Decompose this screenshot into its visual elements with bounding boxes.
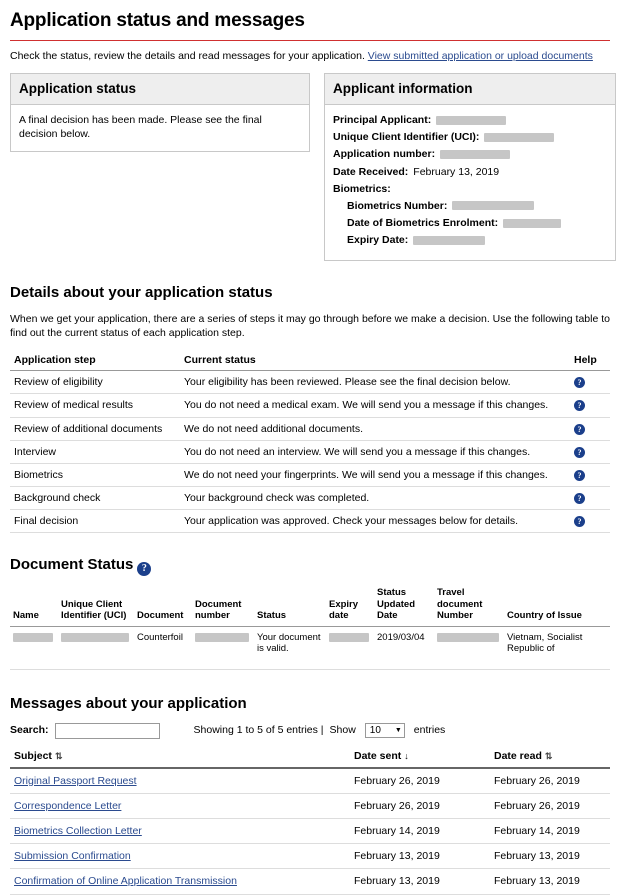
details-section-heading: Details about your application status [10,284,273,302]
cell-application-step: Interview [10,440,180,463]
column-document-number: Document number [192,584,254,626]
table-row [10,844,610,869]
cell-name [10,626,58,670]
cell-help [570,510,610,533]
application-status-body: A final decision has been made. Please see the final decision below. [19,114,262,141]
cell-current-status: Your background check was completed. [180,487,570,510]
applicant-info-field [333,182,607,196]
help-icon[interactable]: ? [574,447,585,458]
message-subject-link[interactable]: Original Passport Request [14,774,137,787]
cell-current-status: You do not need a medical exam. We will send you a message if this changes. [180,394,570,417]
redacted-value [452,201,534,210]
cell-uci [58,626,134,670]
applicant-info-field [333,233,607,247]
column-application-step: Application step [10,350,180,371]
applicant-info-label: Principal Applicant: [333,114,432,127]
cell-help [570,463,610,486]
applicant-information-heading: Applicant information [325,74,615,105]
table-row [10,371,610,394]
cell-date-read: February 14, 2019 [490,819,610,844]
entries-suffix: entries [413,724,446,737]
cell-document-number [192,626,254,670]
cell-date-read: February 13, 2019 [490,844,610,869]
column-current-status: Current status [180,350,570,371]
messages-heading: Messages about your application [10,695,247,713]
redacted-value [329,633,369,642]
cell-subject [10,768,350,794]
column-date-read-label: Date read [494,749,542,762]
table-row [10,510,610,533]
table-row [10,869,610,894]
message-subject-link[interactable]: Submission Confirmation [14,850,131,863]
column-subject-label: Subject [14,749,52,762]
redacted-value [440,150,510,159]
table-header-row [10,350,610,371]
column-status-updated-date: Status Updated Date [374,584,434,626]
help-icon[interactable]: ? [574,377,585,388]
cell-status: Your document is valid. [254,626,326,670]
applicant-info-label: Date Received: [333,165,409,178]
cell-application-step: Biometrics [10,463,180,486]
cell-country-of-issue: Vietnam, Socialist Republic of [504,626,610,670]
intro-label: Check the status, review the details and read messages for your application. [10,49,365,62]
table-header-row [10,746,610,768]
column-subject[interactable] [10,746,350,768]
table-row [10,487,610,510]
cell-date-sent: February 13, 2019 [350,869,490,894]
applicant-info-field [333,130,607,144]
cell-date-sent: February 26, 2019 [350,768,490,794]
table-header-row [10,584,610,626]
table-row [10,793,610,818]
help-icon[interactable]: ? [574,516,585,527]
applicant-info-label: Application number: [333,148,436,161]
applicant-info-value: February 13, 2019 [413,165,500,178]
help-icon[interactable]: ? [574,493,585,504]
applicant-info-field [333,199,607,213]
sort-icon-subject: ⇅ [54,750,62,761]
message-subject-link[interactable]: Confirmation of Online Application Transmission [14,875,237,888]
title-divider [10,40,610,41]
entries-select[interactable] [365,723,405,738]
column-help: Help [570,350,610,371]
column-date-sent-label: Date sent [354,749,402,762]
cell-current-status: Your eligibility has been reviewed. Please see the final decision below. [180,371,570,394]
cell-status-updated-date: 2019/03/04 [374,626,434,670]
cell-subject [10,819,350,844]
table-row [10,463,610,486]
cell-current-status: Your application was approved. Check your messages below for details. [180,510,570,533]
cell-subject [10,869,350,894]
cell-help [570,417,610,440]
applicant-info-field [333,147,607,161]
column-uci: Unique Client Identifier (UCI) [58,584,134,626]
cell-current-status: We do not need additional documents. [180,417,570,440]
cell-expiry-date [326,626,374,670]
show-label: Show [329,724,356,737]
cell-current-status: We do not need your fingerprints. We will send you a message if this changes. [180,463,570,486]
document-status-table [10,584,610,670]
redacted-value [503,219,561,228]
column-name: Name [10,584,58,626]
view-application-link[interactable]: View submitted application or upload documents [367,49,593,62]
cell-date-read: February 26, 2019 [490,793,610,818]
document-status-label: Document Status [10,556,134,574]
applicant-info-label: Date of Biometrics Enrolment: [347,217,499,230]
cell-date-sent: February 13, 2019 [350,844,490,869]
sort-icon-date-read: ⇅ [544,750,552,761]
cell-current-status: You do not need an interview. We will send you a message if this changes. [180,440,570,463]
entries-value: 10 [369,724,381,736]
redacted-value [61,633,129,642]
message-subject-link[interactable]: Correspondence Letter [14,799,122,812]
applicant-information-body [325,105,615,260]
cell-subject [10,793,350,818]
column-expiry-date: Expiry date [326,584,374,626]
help-icon[interactable]: ? [137,562,151,576]
help-icon[interactable]: ? [574,470,585,481]
column-date-sent[interactable] [350,746,490,768]
intro-text [10,49,610,63]
cell-date-sent: February 14, 2019 [350,819,490,844]
cell-application-step: Final decision [10,510,180,533]
applicant-info-label: Biometrics: [333,182,391,195]
cell-date-sent: February 26, 2019 [350,793,490,818]
application-steps-table [10,350,610,533]
document-status-heading [10,555,610,576]
help-icon[interactable]: ? [574,400,585,411]
table-row [10,394,610,417]
redacted-value [195,633,249,642]
cell-travel-document-number [434,626,504,670]
table-row [10,417,610,440]
cell-subject [10,844,350,869]
column-status: Status [254,584,326,626]
details-section-description: When we get your application, there are a series of steps it may go through before we make a decision. Use the following table to find out the current status of each application step. [10,312,610,339]
cell-date-read: February 26, 2019 [490,768,610,794]
cell-help [570,371,610,394]
applicant-info-field [333,165,607,179]
column-date-read[interactable] [490,746,610,768]
cell-help [570,487,610,510]
cell-help [570,394,610,417]
table-row [10,819,610,844]
column-document: Document [134,584,192,626]
cell-application-step: Review of eligibility [10,371,180,394]
redacted-value [437,633,499,642]
summary-panels [10,73,610,262]
application-status-panel [10,73,310,153]
page-title: Application status and messages [10,10,305,31]
applicant-info-label: Expiry Date: [347,234,409,247]
redacted-value [413,236,485,245]
cell-help [570,440,610,463]
cell-application-step: Review of additional documents [10,417,180,440]
messages-table [10,746,610,895]
table-row [10,440,610,463]
applicant-info-label: Biometrics Number: [347,199,448,212]
table-row [10,768,610,794]
entries-info: Showing 1 to 5 of 5 entries | [193,724,324,737]
redacted-value [436,116,506,125]
application-status-heading: Application status [11,74,309,105]
redacted-value [13,633,53,642]
sort-icon-date-sent: ↓ [404,750,408,761]
chevron-down-icon: ▼ [394,726,402,734]
cell-date-read: February 13, 2019 [490,869,610,894]
applicant-info-field [333,113,607,127]
redacted-value [484,133,554,142]
applicant-info-label: Unique Client Identifier (UCI): [333,131,480,144]
applicant-info-field [333,216,607,230]
column-country-of-issue: Country of Issue [504,584,610,626]
search-label: Search: [10,724,49,737]
cell-application-step: Background check [10,487,180,510]
help-icon[interactable]: ? [574,424,585,435]
table-row [10,626,610,670]
applicant-information-panel [324,73,616,262]
column-travel-document-number: Travel document Number [434,584,504,626]
message-subject-link[interactable]: Biometrics Collection Letter [14,825,142,838]
cell-application-step: Review of medical results [10,394,180,417]
cell-document: Counterfoil [134,626,192,670]
